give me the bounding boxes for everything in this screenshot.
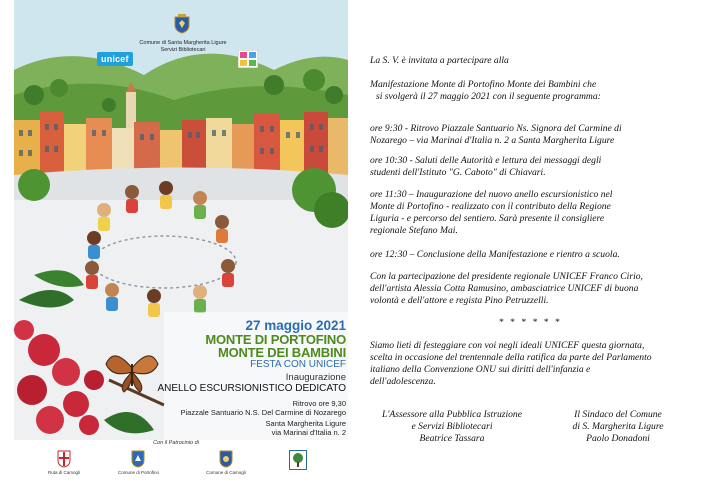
- sponsor-ruta-caption: Ruta di Camogli: [47, 470, 80, 475]
- poster-city: Santa Margherita Ligure: [265, 419, 346, 428]
- poster-date: 27 maggio 2021: [245, 318, 346, 333]
- sponsor-camogli: [206, 450, 246, 475]
- program-item4: ore 12:30 – Conclusione della Manifestazione e rientro a scuola.: [370, 249, 620, 260]
- comune-name: Comune di Santa Margherita Ligure: [139, 40, 227, 46]
- library-logo-icon: [238, 50, 258, 68]
- program-item1-line2: Nozarego – via Marinai d'Italia n. 2 a Santa Margherita Ligure: [370, 135, 615, 146]
- sponsor-camogli-caption: Comune di Camogli: [206, 470, 246, 475]
- signature-assessore-role: L'Assessore alla Pubblica Istruzione: [381, 409, 522, 420]
- poster-title-line1: MONTE DI PORTOFINO: [205, 332, 346, 347]
- separator-stars: * * * * * *: [498, 317, 562, 328]
- signature-assessore: [372, 409, 532, 445]
- comune-service: Servizi Bibliotecari: [160, 47, 206, 53]
- poster-ritrovo: Ritrovo ore 9,30: [292, 399, 346, 408]
- closing-line3: italiano della Convenzione ONU sui diritti dell'infanzia e: [370, 364, 591, 375]
- sponsor-park-logo-icon: [289, 450, 307, 470]
- program-item3-line3: Liguria - e percorso del sentiero. Sarà presente il consigliere: [370, 213, 605, 224]
- invite-greeting: La S. V. è invitata a partecipare alla: [370, 55, 509, 66]
- unicef-logo: unicef: [97, 52, 133, 66]
- patrocinio-label: Con il Patrocinio di: [153, 440, 199, 446]
- sponsor-portofino-crest-icon: [131, 450, 145, 468]
- program-item3-line4: regionale Stefano Mai.: [370, 225, 458, 236]
- signature-assessore-name: Beatrice Tassara: [419, 433, 485, 444]
- poster-subtitle: FESTA CON UNICEF: [250, 359, 346, 370]
- participation-line2: dell'artista Alessia Cotta Ramusino, ambasciatrice UNICEF di buona: [370, 283, 639, 294]
- program-item1-line1: ore 9:30 - Ritrovo Piazzale Santuario Ns. Signora del Carmine di: [370, 123, 622, 134]
- invite-intro-line1: Manifestazione Monte di Portofino Monte dei Bambini che: [370, 79, 597, 90]
- comune-crest-icon: [174, 14, 190, 34]
- signature-assessore-dept: e Servizi Bibliotecari: [411, 421, 493, 432]
- program-item2-line1: ore 10:30 - Saluti delle Autorità e lettura dei messaggi degli: [370, 155, 602, 166]
- closing-line2: scelta in occasione del trentennale della ratifica da parte del Parlamento: [370, 352, 652, 363]
- program-item2-line2: studenti dell'Istituto "G. Caboto" di Chiavari.: [370, 167, 546, 178]
- signature-sindaco-comune: di S. Margherita Ligure: [572, 421, 664, 432]
- poster-anello: ANELLO ESCURSIONISTICO DEDICATO: [157, 383, 346, 394]
- program-item3-line2: Monte di Portofino - realizzato con il contributo della Regione: [370, 201, 611, 212]
- sponsor-portofino: [118, 450, 158, 475]
- sponsor-portofino-caption: Comune di Portofino: [118, 470, 160, 475]
- poster-address: via Marinai d'Italia n. 2: [271, 428, 346, 437]
- signature-sindaco-role: Il Sindaco del Comune: [574, 409, 662, 420]
- sponsor-park: [278, 450, 318, 472]
- poster-inaugurazione: Inaugurazione: [285, 372, 346, 383]
- poster-piazzale: Piazzale Santuario N.S. Del Carmine di Nozarego: [180, 408, 346, 417]
- participation-line1: Con la partecipazione del presidente regionale UNICEF Franco Cirio,: [370, 271, 643, 282]
- program-item3-line1: ore 11:30 – Inaugurazione del nuovo anello escursionistico nel: [370, 189, 613, 200]
- signature-sindaco-name: Paolo Donadoni: [586, 433, 650, 444]
- sponsor-camogli-crest-icon: [219, 450, 233, 468]
- participation-line3: volontà e dell'attore e regista Pino Petruzzelli.: [370, 295, 549, 306]
- invite-intro-line2: si svolgerà il 27 maggio 2021 con il seguente programma:: [376, 91, 601, 102]
- closing-line4: dell'adolescenza.: [370, 376, 436, 387]
- comune-heading: [128, 40, 238, 54]
- signature-sindaco: [548, 409, 688, 445]
- closing-line1: Siamo lieti di festeggiare con voi negli ideali UNICEF questa giornata,: [370, 340, 645, 351]
- sponsor-ruta-crest-icon: [57, 450, 71, 468]
- poster-title-line2: MONTE DEI BAMBINI: [217, 345, 346, 360]
- sponsor-ruta: [44, 450, 84, 475]
- invitation-letter: [352, 0, 702, 496]
